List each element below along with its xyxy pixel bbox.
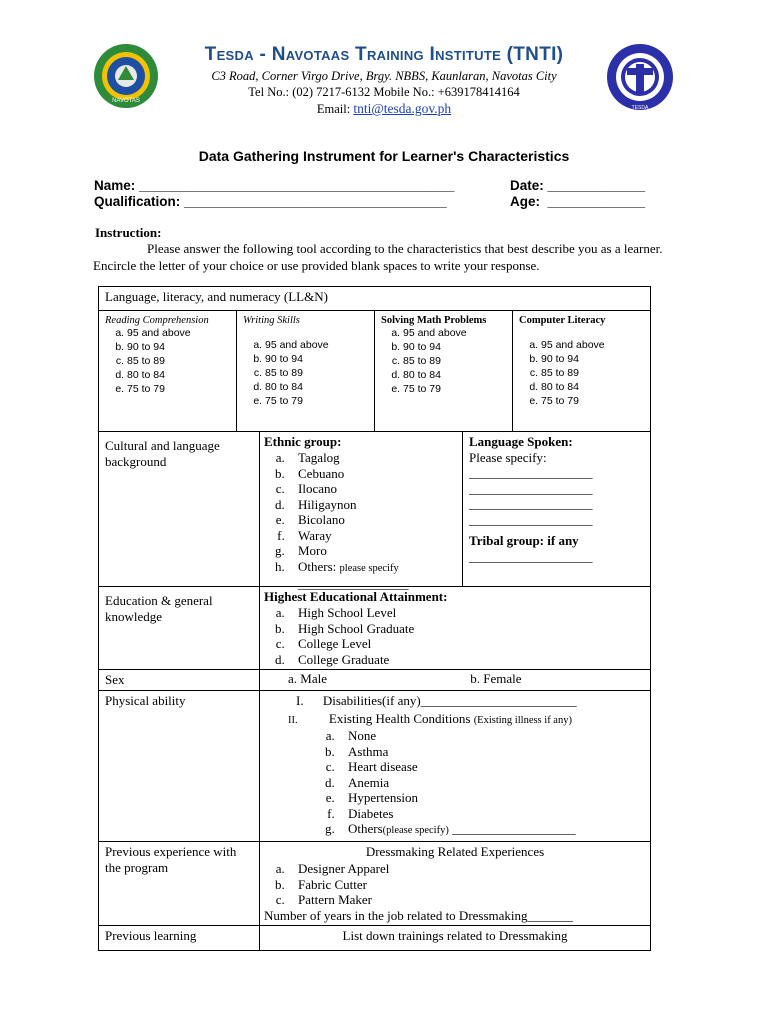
language-line[interactable]: ___________________ [469, 511, 593, 527]
cultural-label: Cultural and language background [99, 432, 260, 587]
experience-options [264, 861, 646, 908]
computer-option[interactable]: a. 95 and above [541, 338, 646, 352]
learning-row [99, 926, 651, 951]
health-option[interactable]: e. Hypertension [338, 790, 646, 806]
name-line: __________________________________________ [139, 178, 455, 193]
experience-option[interactable]: a. Designer Apparel [288, 861, 646, 877]
sex-option-female[interactable]: b. Female [470, 671, 522, 686]
health-option[interactable]: d. Anemia [338, 775, 646, 791]
health-option[interactable]: c. Heart disease [338, 759, 646, 775]
writing-option[interactable]: a. 95 and above [265, 338, 370, 352]
llnl-row [99, 287, 651, 432]
ethnic-option[interactable]: f. Waray [288, 528, 458, 544]
instruction-text: Please answer the following tool according to the characteristics that best describe you as a learner. Encircle the letter of your choice or use provided blank spaces to write your response. [93, 241, 663, 273]
llnl-title: Language, literacy, and numeracy (LL&N) [99, 287, 650, 311]
ethnic-option[interactable]: e. Bicolano [288, 512, 458, 528]
age-field[interactable] [510, 194, 645, 209]
writing-option[interactable]: c. 85 to 89 [265, 366, 370, 380]
math-option[interactable]: e. 75 to 79 [403, 382, 508, 396]
qualification-line: ___________________________________ [184, 194, 447, 209]
date-field[interactable] [510, 178, 645, 193]
health-option[interactable]: b. Asthma [338, 744, 646, 760]
writing-option[interactable]: b. 90 to 94 [265, 352, 370, 366]
health-conditions-note: (Existing illness if any) [473, 714, 572, 726]
llnl-subtable [99, 311, 650, 431]
ethnic-others-specify: please specify [339, 562, 399, 574]
reading-option[interactable]: a. 95 and above [127, 326, 232, 340]
math-problems-column [375, 311, 513, 431]
age-label: Age: [510, 194, 540, 209]
computer-options [519, 338, 646, 408]
reading-option[interactable]: c. 85 to 89 [127, 354, 232, 368]
disabilities-num: I. [296, 693, 304, 708]
math-options [381, 326, 508, 396]
writing-option[interactable]: d. 80 to 84 [265, 380, 370, 394]
title-abbr: (TNTI) [506, 44, 564, 65]
disabilities-text: Disabilities(if any)________________________ [322, 693, 577, 708]
ethnic-heading: Ethnic group: [264, 434, 342, 449]
computer-option[interactable]: e. 75 to 79 [541, 394, 646, 408]
education-option[interactable]: b. High School Graduate [288, 621, 646, 637]
learning-label: Previous learning [99, 926, 260, 951]
health-options [264, 728, 646, 839]
age-line: _____________ [547, 194, 646, 209]
sex-option-male[interactable]: a. Male [288, 671, 327, 686]
ethnic-options [264, 450, 458, 592]
title-tesda: Tesda [204, 44, 254, 65]
experience-label: Previous experience with the program [99, 841, 260, 926]
title-school: Navotaas Training Institute [271, 44, 502, 65]
email-link[interactable]: tnti@tesda.gov.ph [353, 101, 452, 116]
health-others-label: Others [348, 821, 383, 836]
cultural-row [99, 432, 651, 587]
qualification-label: Qualification: [94, 194, 181, 209]
health-others-line: ___________________ [448, 821, 576, 836]
health-conditions-text: Existing Health Conditions [328, 710, 471, 726]
computer-option[interactable]: b. 90 to 94 [541, 352, 646, 366]
education-label: Education & general knowledge [99, 587, 260, 670]
writing-option[interactable]: e. 75 to 79 [265, 394, 370, 408]
experience-option[interactable]: b. Fabric Cutter [288, 877, 646, 893]
writing-options [243, 338, 370, 408]
document-title: Data Gathering Instrument for Learner's Characteristics [198, 148, 570, 164]
address: C3 Road, Corner Virgo Drive, Brgy. NBBS, Kaunlaran, Navotas City [211, 69, 557, 83]
ethnic-option[interactable]: b. Cebuano [288, 466, 458, 482]
email-label: Email: [316, 102, 351, 116]
ethnic-option[interactable]: d. Hiligaynon [288, 497, 458, 513]
experience-heading: Dressmaking Related Experiences [365, 843, 545, 859]
reading-heading: Reading Comprehension [105, 315, 209, 326]
tribal-line[interactable]: ___________________ [469, 548, 593, 564]
phone-numbers: Tel No.: (02) 7217-6132 Mobile No.: +639178414164 [248, 85, 520, 99]
reading-comprehension-column [99, 311, 237, 431]
name-label: Name: [94, 178, 136, 193]
computer-option[interactable]: c. 85 to 89 [541, 366, 646, 380]
math-option[interactable]: b. 90 to 94 [403, 340, 508, 354]
experience-option[interactable]: c. Pattern Maker [288, 892, 646, 908]
learning-heading: List down trainings related to Dressmaking [260, 926, 651, 951]
education-option[interactable]: c. College Level [288, 636, 646, 652]
disabilities-item[interactable] [264, 693, 646, 709]
language-line[interactable]: ___________________ [469, 480, 593, 496]
language-cell [463, 432, 650, 586]
math-heading: Solving Math Problems [381, 315, 487, 326]
ethnic-option[interactable]: a. Tagalog [288, 450, 458, 466]
language-specify: Please specify: [469, 449, 547, 465]
sex-row [99, 670, 651, 691]
ethnic-others-label: Others: [298, 558, 337, 574]
language-line[interactable]: ___________________ [469, 465, 593, 480]
ethnic-option[interactable]: g. Moro [288, 543, 458, 559]
date-line: _____________ [547, 178, 646, 193]
physical-row [99, 691, 651, 842]
sex-label: Sex [99, 670, 260, 691]
email-line [0, 101, 768, 117]
physical-label: Physical ability [99, 691, 260, 842]
language-line[interactable]: ___________________ [469, 496, 593, 511]
qualification-field[interactable] [94, 194, 447, 209]
health-option-others[interactable] [338, 821, 646, 839]
ethnic-option-others[interactable] [288, 559, 458, 592]
date-label: Date: [510, 178, 544, 193]
writing-skills-column [237, 311, 375, 431]
health-conditions-num: II. [288, 714, 298, 726]
education-option[interactable]: a. High School Level [288, 605, 646, 621]
health-conditions-item [264, 711, 646, 729]
computer-option[interactable]: d. 80 to 84 [541, 380, 646, 394]
health-option[interactable]: f. Diabetes [338, 806, 646, 822]
reading-option[interactable]: e. 75 to 79 [127, 382, 232, 396]
health-others-specify: (please specify) [382, 825, 449, 836]
logo-right-text: TESDA [631, 105, 649, 111]
health-option[interactable]: a. None [338, 728, 646, 744]
reading-option[interactable]: d. 80 to 84 [127, 368, 232, 382]
logo-left-text: NAVOTAS [112, 98, 140, 104]
reading-option[interactable]: b. 90 to 94 [127, 340, 232, 354]
education-row [99, 587, 651, 670]
name-field[interactable] [94, 178, 454, 193]
math-option[interactable]: c. 85 to 89 [403, 354, 508, 368]
computer-heading: Computer Literacy [519, 315, 606, 326]
ethnic-group-cell [260, 432, 463, 591]
instruction-heading: Instruction: [95, 225, 162, 240]
math-option[interactable]: d. 80 to 84 [403, 368, 508, 382]
writing-heading: Writing Skills [243, 315, 300, 326]
education-options [264, 605, 646, 667]
tribal-heading: Tribal group: if any [469, 533, 579, 548]
title-dash: - [253, 44, 272, 65]
education-heading: Highest Educational Attainment: [264, 589, 448, 604]
language-heading: Language Spoken: [469, 434, 573, 449]
institute-title [0, 44, 768, 66]
experience-row [99, 841, 651, 926]
ethnic-others-line: _________________ [298, 576, 409, 591]
reading-options [105, 326, 232, 396]
ethnic-option[interactable]: c. Ilocano [288, 481, 458, 497]
experience-years[interactable]: Number of years in the job related to Dressmaking_______ [264, 907, 574, 923]
education-option[interactable]: d. College Graduate [288, 652, 646, 668]
learner-characteristics-table [98, 286, 651, 951]
computer-literacy-column [513, 311, 650, 431]
math-option[interactable]: a. 95 and above [403, 326, 508, 340]
